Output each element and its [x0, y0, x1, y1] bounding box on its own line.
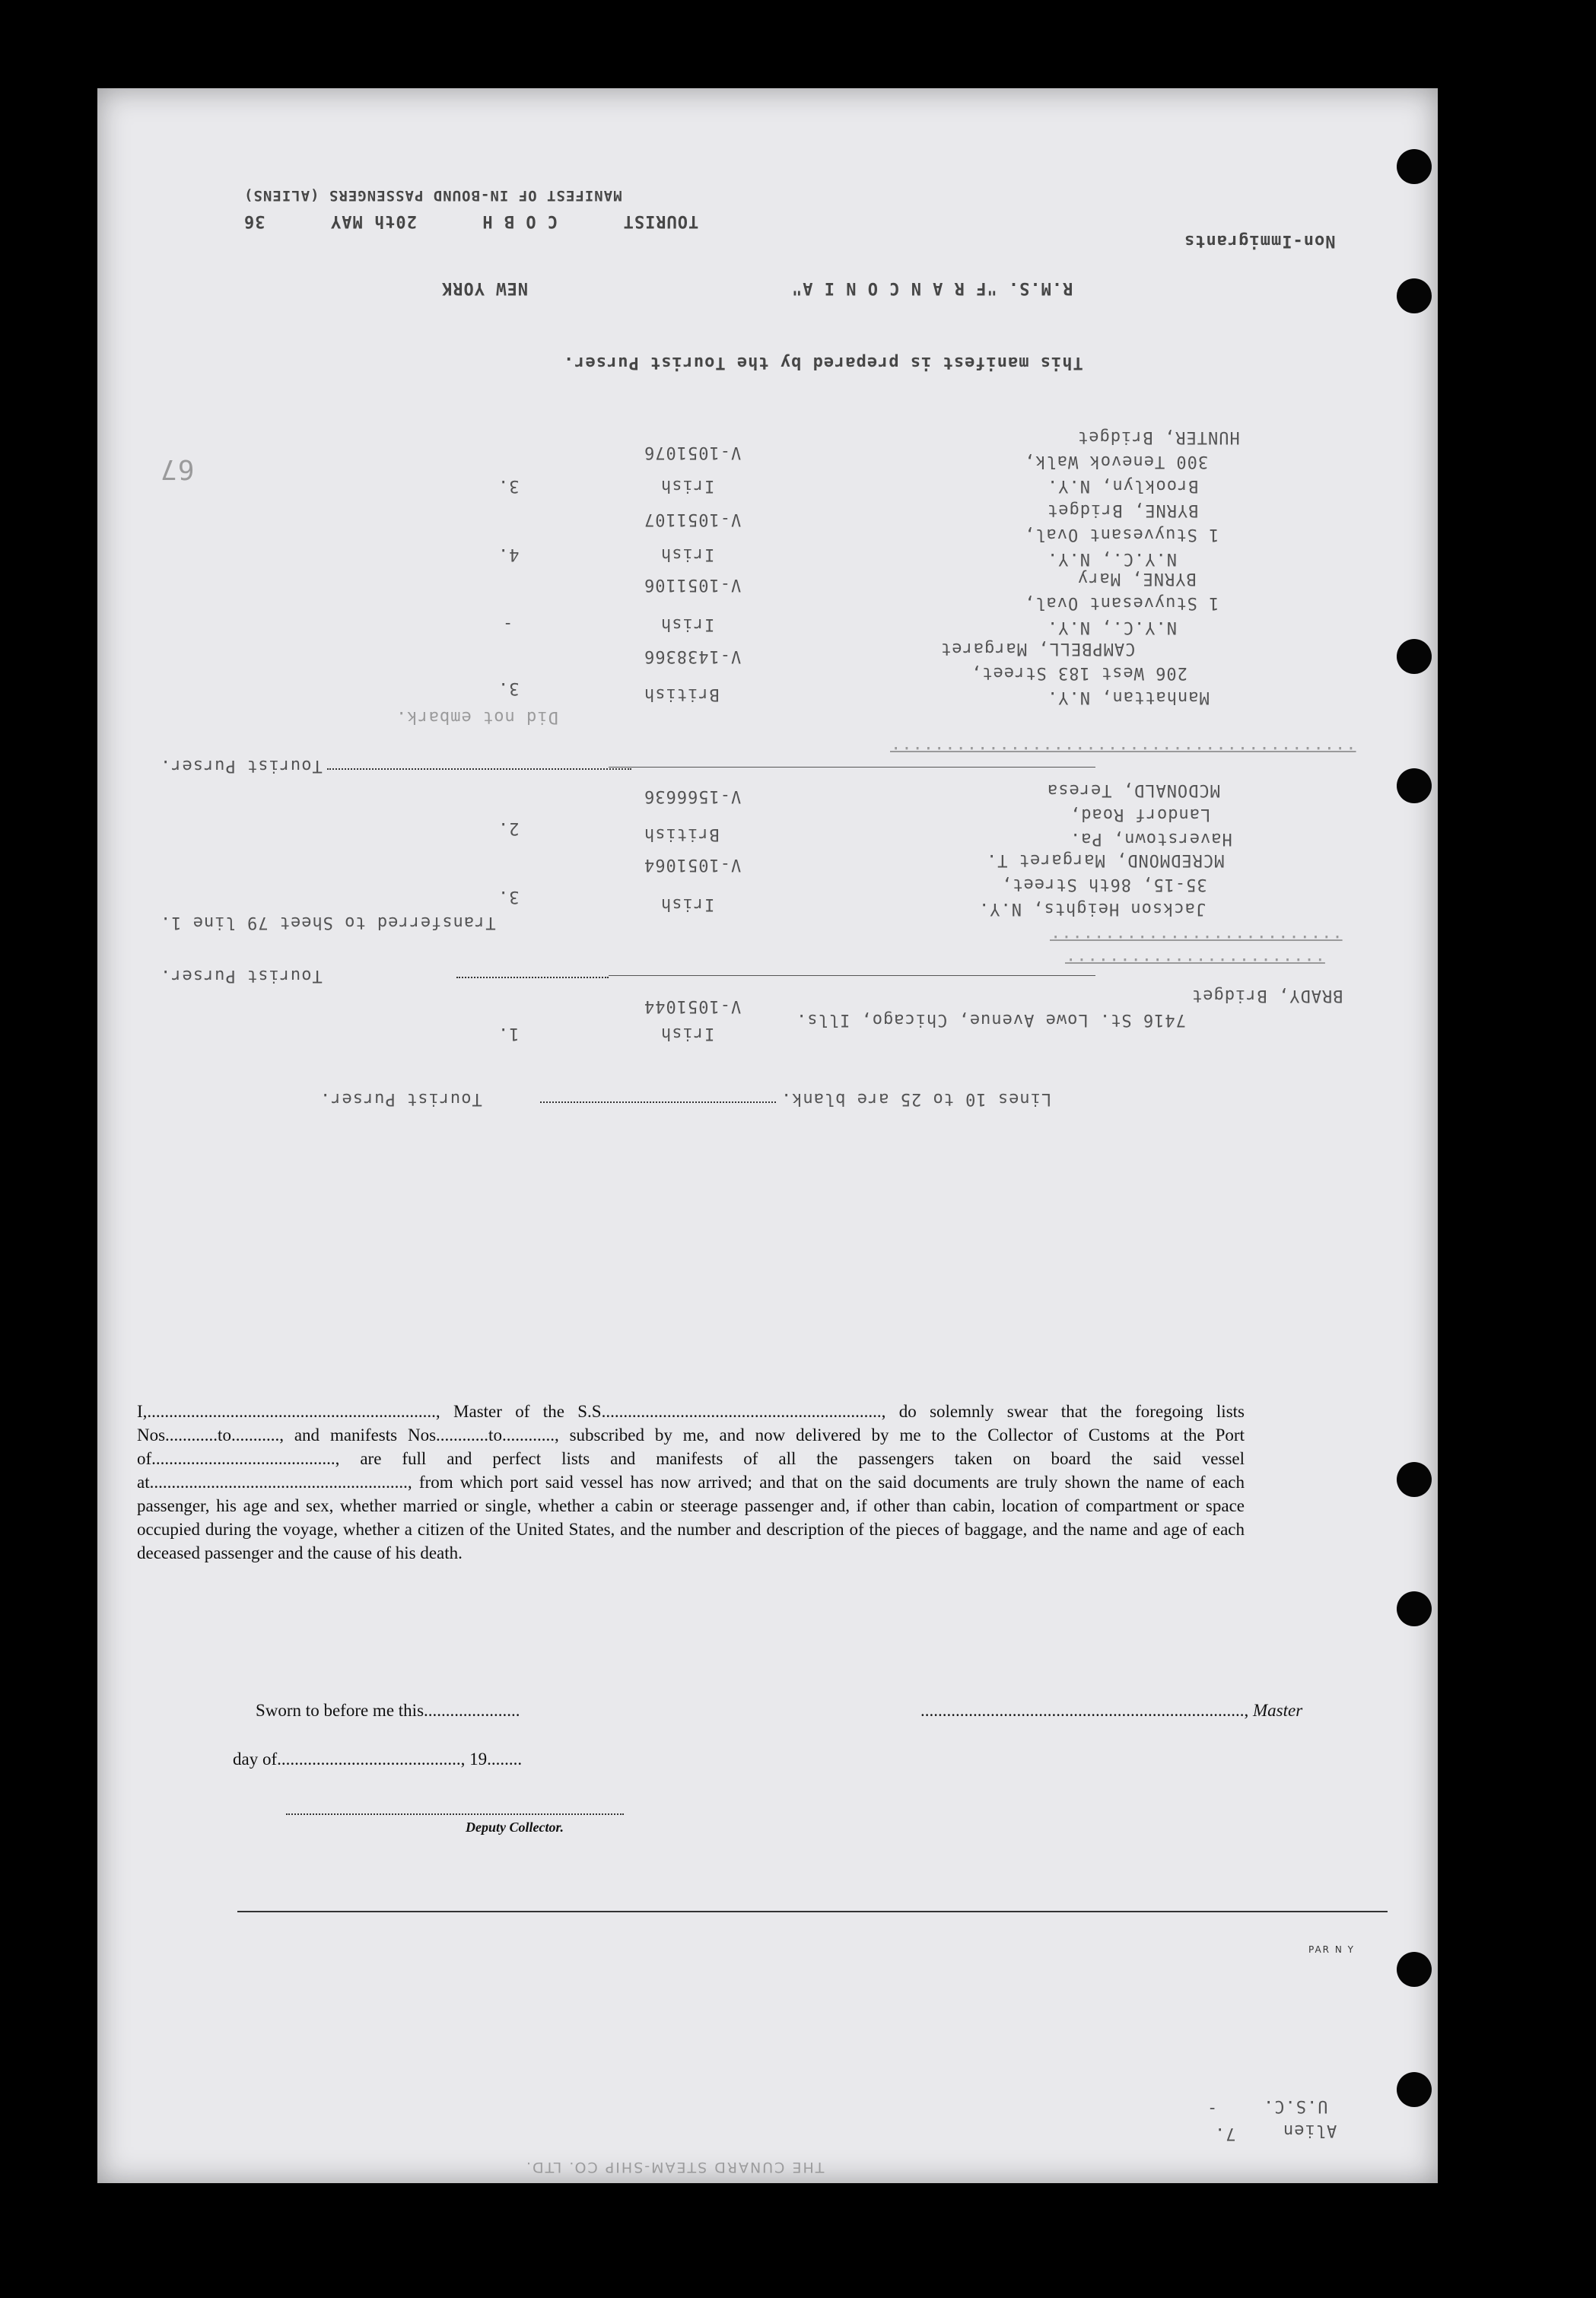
passenger-name: BYRNE, Mary [1077, 569, 1197, 588]
purser-dots [327, 768, 631, 770]
manifest-sheet [97, 88, 1438, 2183]
passenger-address: 1 Stuyvesant Oval, [1024, 525, 1219, 544]
strike-line [609, 767, 1095, 768]
strike-line [609, 975, 1095, 976]
prepared-by: This manifest is prepared by the Tourist Purser. [563, 353, 1083, 372]
punch-hole [1397, 278, 1432, 313]
printer-mark: PAR N Y [1308, 1944, 1355, 1955]
passenger-name: BRADY, Bridget [1191, 986, 1343, 1005]
passenger-name: CAMPBELL, Margaret [940, 639, 1136, 658]
transferred-note: Transferred to Sheet 79 line 1. [160, 913, 496, 932]
passenger-address: 206 West 183 Street, [971, 663, 1187, 682]
passenger-name: MCREDMOND, Margaret T. [986, 850, 1225, 869]
blank-lines-note: Lines 10 to 25 are blank. [781, 1089, 1052, 1108]
master-label: Master [1253, 1701, 1303, 1720]
passenger-visa: V-1566636 [644, 787, 742, 806]
passenger-visa: V-1051107 [644, 510, 742, 529]
purser-dots [540, 1101, 776, 1103]
passenger-nationality: British [644, 825, 720, 844]
manifest-title: MANIFEST OF IN-BOUND PASSENGERS (ALIENS) [243, 187, 622, 204]
passenger-address: N.Y.C., N.Y. [1047, 618, 1177, 637]
master-dots: .........................................................................., [920, 1701, 1249, 1720]
passenger-nationality: Irish [660, 895, 715, 914]
deputy-collector-label: Deputy Collector. [466, 1820, 564, 1835]
passenger-address: 1 Stuyvesant Oval, [1024, 593, 1219, 612]
line-number: 4. [498, 545, 520, 564]
deputy-signature-line [286, 1813, 624, 1815]
master-oath [137, 1400, 1245, 1565]
alien-mark: Alien [1283, 2121, 1337, 2140]
passenger-nationality: British [644, 685, 720, 704]
passenger-address: Jackson Heights, N.Y. [978, 899, 1207, 918]
line-number: 2. [498, 818, 520, 838]
passenger-nationality: Irish [660, 1024, 715, 1043]
passenger-address: 300 Tenevok Walk, [1024, 452, 1209, 471]
passenger-address: Haverstown, Pa. [1070, 829, 1232, 848]
passenger-address: 35-15, 86th Street, [1001, 875, 1207, 894]
passenger-nationality: Irish [660, 545, 715, 564]
line-number: 3. [498, 476, 520, 495]
struck-row: ........................................... [890, 742, 1356, 761]
passenger-address: Landorf Road, [1070, 805, 1211, 824]
punch-hole [1397, 639, 1432, 674]
passenger-address: Brooklyn, N.Y. [1047, 476, 1199, 495]
passenger-visa: V-1051064 [644, 855, 742, 874]
line-number: - [502, 615, 513, 634]
cunard-stamp: THE CUNARD STEAM-SHIP CO. LTD. [525, 2159, 825, 2176]
punch-hole [1397, 2072, 1432, 2107]
passenger-address: 7416 St. Lowe Avenue, Chicago, Ills. [796, 1010, 1186, 1029]
dash-mark: - [1207, 2099, 1218, 2118]
seven-mark: 7. [1214, 2124, 1236, 2143]
usc-mark: U.S.C. [1263, 2096, 1328, 2115]
line-number: 1. [498, 1024, 520, 1043]
did-not-embark-note: Did not embark. [396, 707, 558, 726]
passenger-name: HUNTER, Bridget [1077, 427, 1240, 447]
passenger-nationality: Irish [660, 476, 715, 495]
class-line: TOURIST C O B H 20th MAY 36 [243, 211, 699, 230]
punch-hole [1397, 1591, 1432, 1626]
passenger-address: Manhattan, N.Y. [1047, 688, 1210, 707]
purser-note: Tourist Purser. [160, 756, 323, 775]
passenger-visa: V-1051044 [644, 996, 742, 1016]
margin-number: 67 [160, 453, 195, 485]
master-signature-line [920, 1701, 1302, 1721]
passenger-visa: V-1051106 [644, 575, 742, 594]
non-immigrants: Non-Immigrants [1184, 231, 1336, 250]
struck-row: ........................... [1050, 931, 1343, 950]
passenger-name: BYRNE, Bridget [1047, 501, 1199, 520]
sworn-line: Sworn to before me this...................... [256, 1701, 520, 1720]
ship-name: R.M.S. "F R A N C O N I A" [791, 278, 1073, 297]
port-name: NEW YORK [441, 278, 528, 297]
punch-hole [1397, 149, 1432, 184]
line-number: 3. [498, 887, 520, 906]
passenger-name: MCDONALD, Teresa [1047, 780, 1220, 799]
punch-hole [1397, 768, 1432, 803]
struck-row: ........................ [1065, 954, 1325, 973]
punch-hole [1397, 1462, 1432, 1497]
day-of-line: day of.........................................., 19........ [233, 1750, 523, 1769]
oath-text: I,.................................................................., Master of the S.S................................................................, do solemnly swear that the foregoing lists Nos............to..........., and manifests Nos............to............, subscribed by me, and now delivered by me to the Collector of Customs at the Port of.........................................., are full and perfect lists and manifests of all the passengers taken on board the said vessel at..........................................................., from which port said vessel has now arrived; and that on the said documents are truly shown the name of each passenger, his age and sex, whether married or single, whether a cabin or steerage passenger and, if other than cabin, location of compartment or space occupied during the voyage, whether a citizen of the United States, and the number and description of the pieces of baggage, and the name and age of each deceased passenger and the cause of his death. [137, 1402, 1245, 1562]
bottom-rule [237, 1911, 1388, 1912]
passenger-nationality: Irish [660, 615, 715, 634]
passenger-visa: V-1051076 [644, 443, 742, 462]
line-number: 3. [498, 679, 520, 698]
passenger-visa: V-1438366 [644, 647, 742, 666]
punch-hole [1397, 1952, 1432, 1987]
passenger-address: N.Y.C., N.Y. [1047, 549, 1177, 568]
purser-note: Tourist Purser. [160, 966, 323, 985]
purser-note: Tourist Purser. [320, 1089, 482, 1108]
purser-dots [456, 977, 609, 978]
